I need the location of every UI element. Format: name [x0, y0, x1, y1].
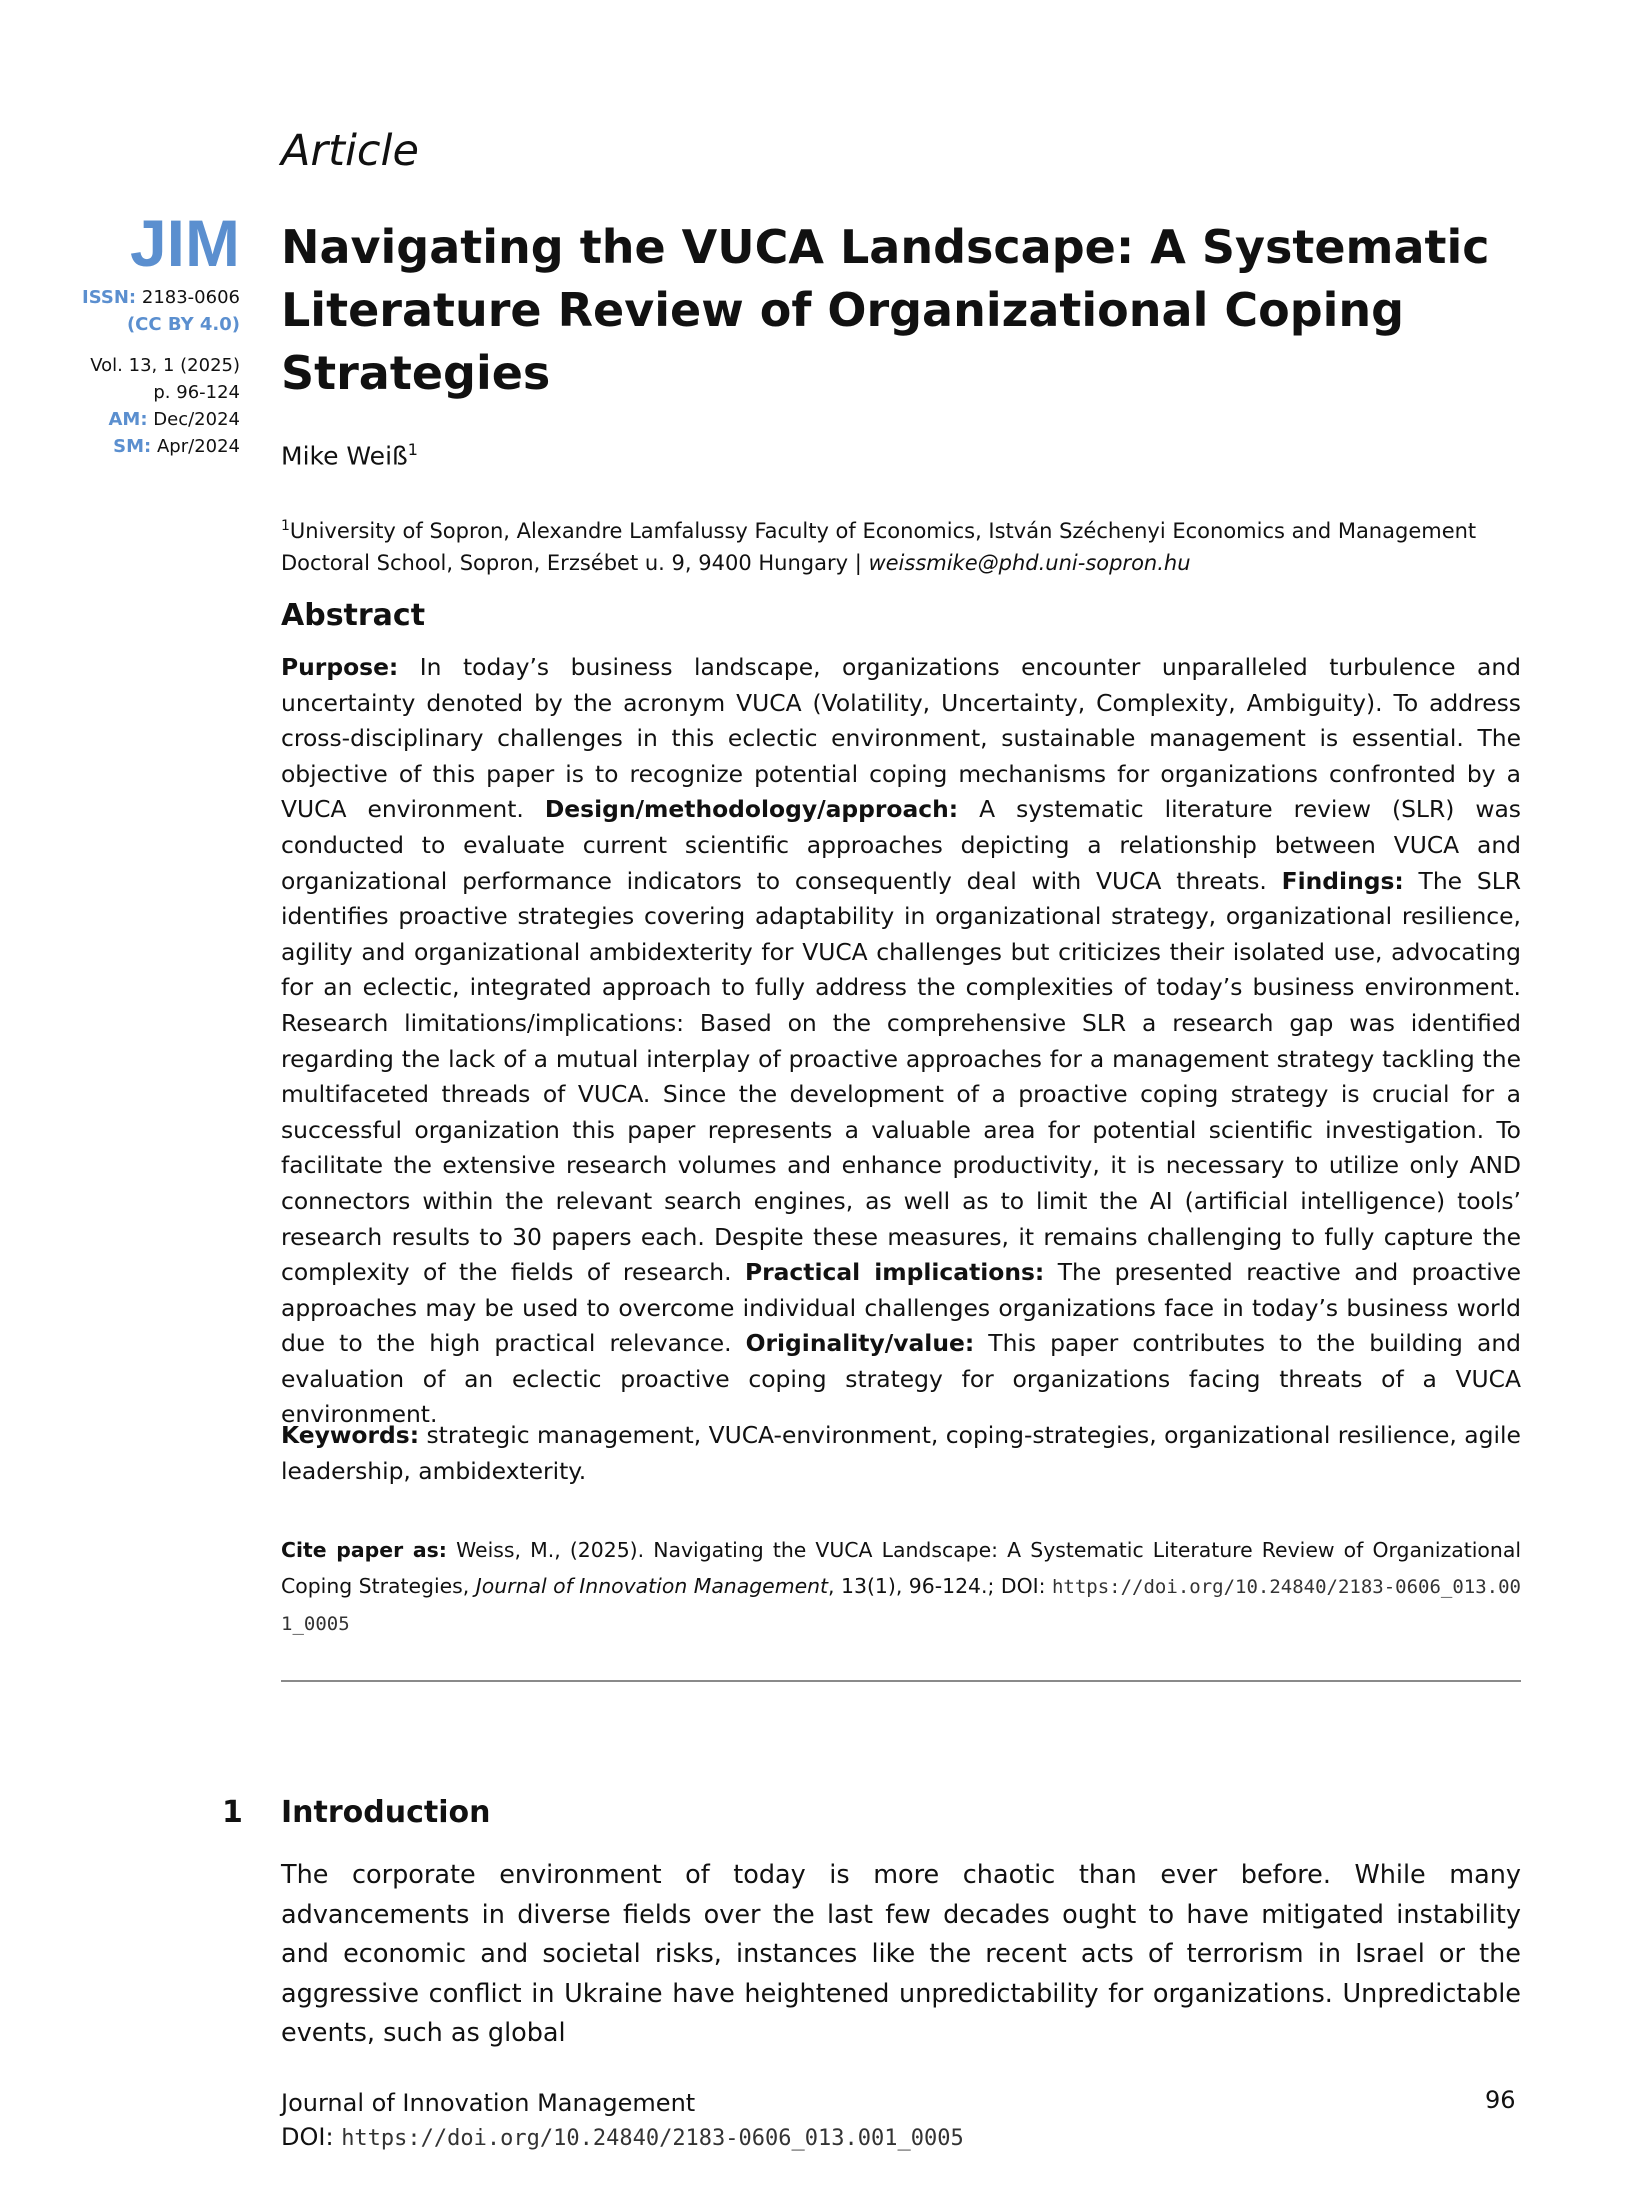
page-number: 96: [1485, 2086, 1516, 2114]
cite-label: Cite paper as:: [281, 1538, 447, 1562]
citation: [281, 1532, 1521, 1642]
sm-value: Apr/2024: [156, 436, 240, 457]
license-link[interactable]: (CC BY 4.0): [126, 314, 240, 335]
paper-title: Navigating the VUCA Landscape: A Systematic Literature Review of Organizational Coping Strategies: [281, 220, 1490, 400]
footer-journal: Journal of Innovation Management: [281, 2089, 696, 2117]
affiliation-mark: 1: [281, 518, 290, 534]
submitted-date: [40, 433, 240, 460]
keywords: [281, 1418, 1521, 1489]
volume-info: Vol. 13, 1 (2025): [90, 355, 240, 376]
affiliation-text: University of Sopron, Alexandre Lamfalussy Faculty of Economics, István Széchenyi Economics and Management Doctoral School, Sopron, Erzsébet u. 9, 9400 Hungary |: [281, 519, 1477, 575]
originality-text: This paper contributes to the building and evaluation of an eclectic proactive coping strategy for organizations facing threats of a VUCA environment.: [281, 1329, 1521, 1429]
author-name: Mike Weiß: [281, 441, 408, 471]
author-affiliation-mark: 1: [407, 440, 418, 459]
practical-label: Practical implications:: [744, 1258, 1045, 1287]
footer: [281, 2086, 964, 2156]
page-range: p. 96-124: [153, 382, 240, 403]
purpose-text: In today’s business landscape, organizations encounter unparalleled turbulence and uncertainty denoted by the acronym VUCA (Volatility, Uncertainty, Complexity, Ambiguity). To address cross-disciplinary challenges in this eclectic environment, sustainable management is essential. The objective of this paper is to recognize potential coping mechanisms for organizations confronted by a VUCA environment.: [281, 653, 1521, 824]
am-value: Dec/2024: [153, 409, 240, 430]
section-divider: [281, 1680, 1521, 1682]
cite-doi-link[interactable]: https://doi.org/10.24840/2183-0606_013.001_0005: [281, 1576, 1521, 1635]
abstract-heading: Abstract: [281, 598, 426, 633]
footer-doi-label: DOI:: [281, 2123, 334, 2151]
cite-rest: , 13(1), 96-124.; DOI:: [828, 1574, 1052, 1598]
accepted-date: [40, 406, 240, 433]
originality-label: Originality/value:: [745, 1329, 975, 1358]
issn-label: ISSN:: [82, 287, 137, 308]
section-title: Introduction: [281, 1795, 491, 1830]
footer-doi-link[interactable]: https://doi.org/10.24840/2183-0606_013.001_0005: [341, 2126, 964, 2151]
design-text: A systematic literature review (SLR) was conducted to evaluate current scientific approaches depicting a relationship between VUCA and organizational performance indicators to consequently deal with VUCA threats.: [281, 795, 1521, 895]
section-number: 1: [222, 1795, 243, 1830]
practical-text: The presented reactive and proactive approaches may be used to overcome individual challenges organizations face in today’s business world due to the high practical relevance.: [281, 1258, 1521, 1358]
design-label: Design/methodology/approach:: [544, 795, 959, 824]
issn: [40, 284, 240, 311]
findings-label: Findings:: [1281, 866, 1404, 895]
footer-doi: [281, 2120, 964, 2156]
cite-journal: Journal of Innovation Management: [475, 1574, 829, 1598]
abstract-body: [281, 650, 1521, 1433]
purpose-label: Purpose:: [281, 653, 399, 681]
introduction-text: The corporate environment of today is more chaotic than ever before. While many advancements in diverse fields over the last few decades ought to have mitigated instability and economic and societal risks, instances like the recent acts of terrorism in Israel or the aggressive conflict in Ukraine have heightened unpredictability for organizations. Unpredictable events, such as global: [281, 1860, 1521, 2048]
author: [281, 440, 418, 470]
issn-value: 2183-0606: [141, 287, 240, 308]
cite-text: Weiss, M., (2025). Navigating the VUCA Landscape: A Systematic Literature Review of Organizational Coping Strategies,: [281, 1538, 1521, 1598]
findings-text: The SLR identifies proactive strategies covering adaptability in organizational strategy, organizational resilience, agility and organizational ambidexterity for VUCA challenges but criticizes their isolated use, advocating for an eclectic, integrated approach to fully address the complexities of today’s business environment. Research limitations/implications: Based on the comprehensive SLR a research gap was identified regarding the lack of a mutual interplay of proactive approaches for a management strategy tackling the multifaceted threads of VUCA. Since the development of a proactive coping strategy is crucial for a successful organization this paper represents a valuable area for potential scientific investigation. To facilitate the extensive research volumes and enhance productivity, it is necessary to utilize only AND connectors within the relevant search engines, as well as to limit the AI (artificial intelligence) tools’ research results to 30 papers each. Despite these measures, it remains challenging to fully capture the complexity of the fields of research.: [281, 866, 1521, 1287]
author-email[interactable]: weissmike@phd.uni-sopron.hu: [868, 551, 1191, 575]
article-type: Article: [281, 126, 419, 176]
journal-logo: JIM: [129, 206, 240, 280]
am-label: AM:: [108, 409, 148, 430]
sm-label: SM:: [113, 436, 152, 457]
keywords-text: strategic management, VUCA-environment, coping-strategies, organizational resilience, agile leadership, ambidexterity.: [281, 1421, 1521, 1485]
keywords-label: Keywords:: [281, 1421, 420, 1449]
affiliation: [281, 510, 1541, 579]
